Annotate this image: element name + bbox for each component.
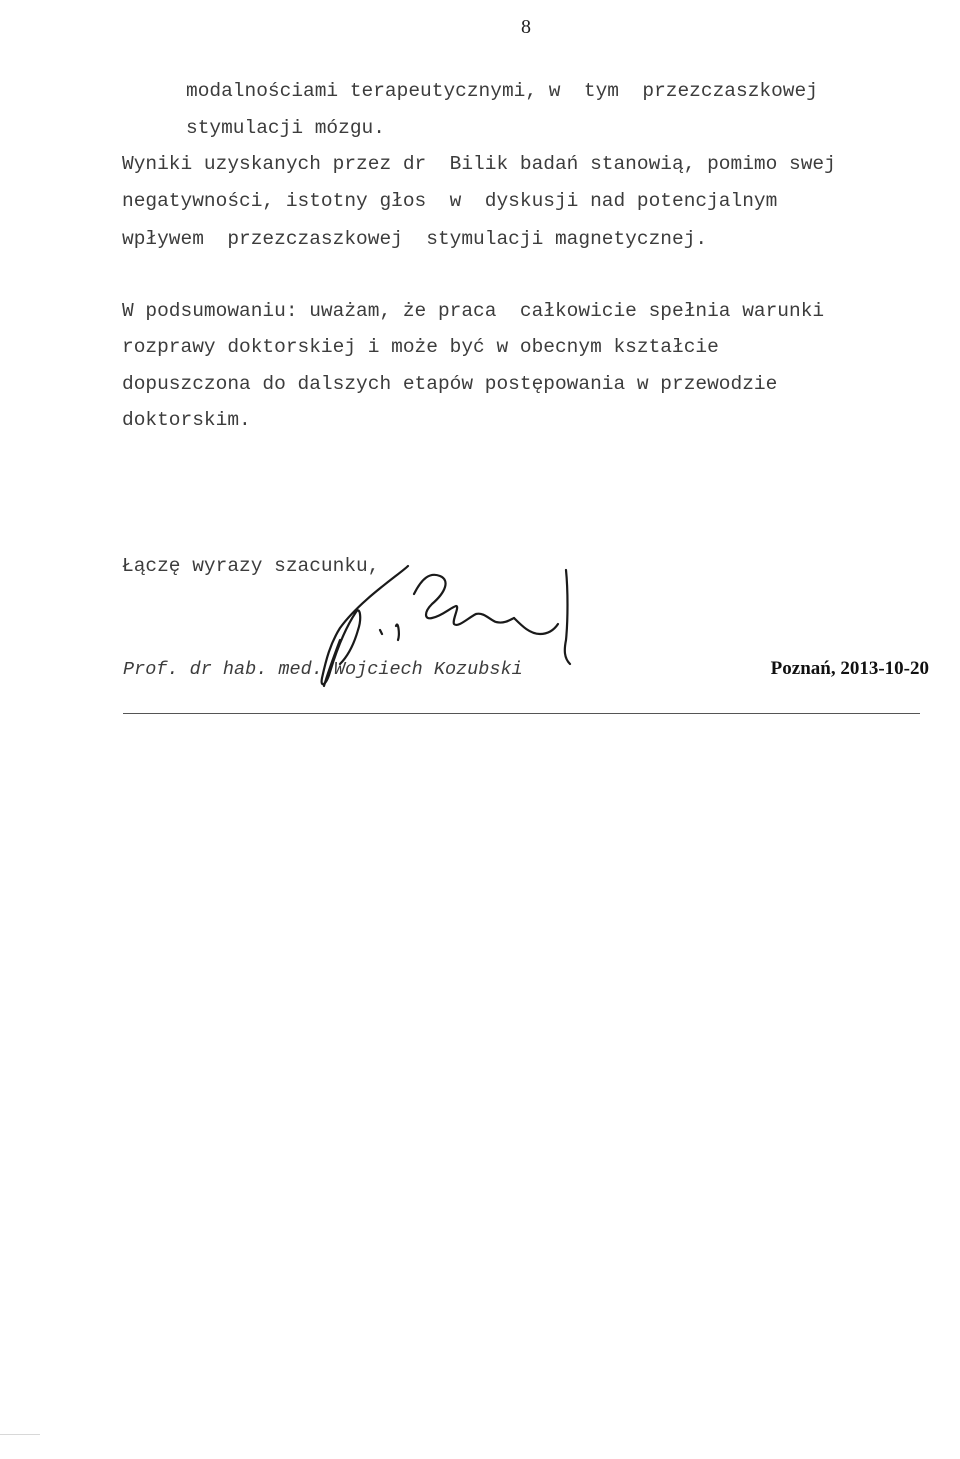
paragraph1-line-1: modalnościami terapeutycznymi, w tym przezczaszkowej [186, 80, 818, 102]
bottom-divider [123, 713, 920, 714]
paragraph3-line-1: W podsumowaniu: uważam, że praca całkowicie spełnia warunki [122, 300, 825, 322]
handwritten-signature [300, 560, 590, 690]
paragraph1-line-2: stymulacji mózgu. [186, 117, 385, 139]
place-and-date: Poznań, 2013-10-20 [770, 658, 929, 679]
scan-corner-mark [0, 1434, 40, 1441]
paragraph2-line-2: negatywności, istotny głos w dyskusji nad potencjalnym [122, 190, 778, 212]
closing-greeting: Łączę wyrazy szacunku, [122, 555, 380, 577]
paragraph3-line-3: dopuszczona do dalszych etapów postępowania w przewodzie [122, 373, 778, 395]
paragraph3-line-4: doktorskim. [122, 409, 251, 431]
paragraph2-line-3: wpływem przezczaszkowej stymulacji magnetycznej. [122, 228, 708, 250]
paragraph3-line-2: rozprawy doktorskiej i może być w obecnym kształcie [122, 336, 719, 358]
paragraph2-line-1: Wyniki uzyskanych przez dr Bilik badań stanowią, pomimo swej [122, 153, 836, 175]
author-name: Prof. dr hab. med. Wojciech Kozubski [123, 659, 523, 680]
page-number: 8 [521, 16, 531, 38]
